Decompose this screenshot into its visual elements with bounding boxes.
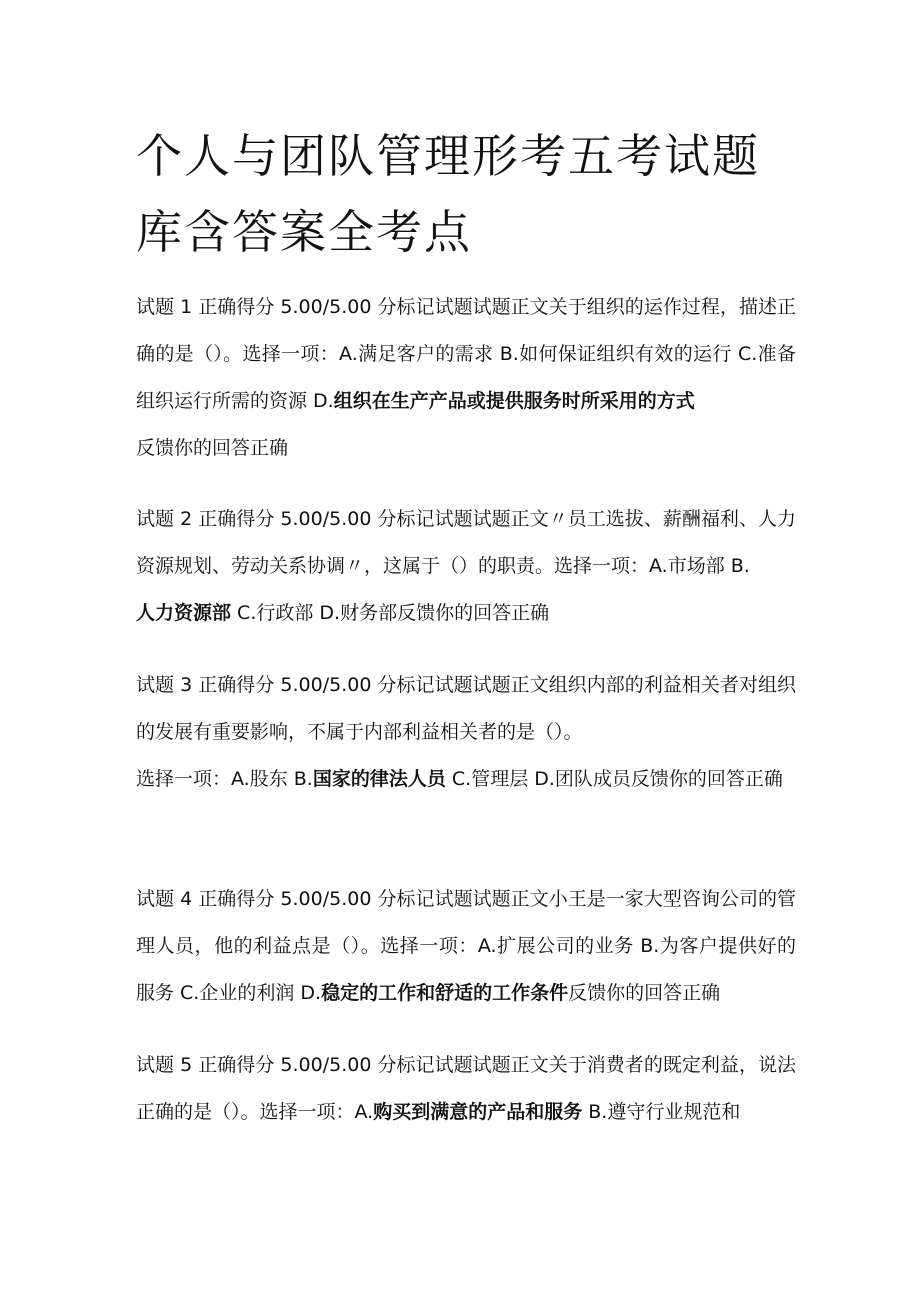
question-1-feedback: 反馈你的回答正确 xyxy=(136,437,289,459)
question-5-continuation: B.遵守行业规范和 xyxy=(582,1101,741,1123)
question-3-text: 试题 3 正确得分 5.00/5.00 分标记试题试题正文组织内部的利益相关者对组织的发展有重要影响，不属于内部利益相关者的是（）。 xyxy=(136,674,796,743)
question-3-answer: 国家的律法人员 xyxy=(312,768,446,790)
question-2 xyxy=(136,496,796,637)
question-3 xyxy=(136,662,796,803)
question-3-feedback: C.管理层 D.团队成员反馈你的回答正确 xyxy=(445,768,783,790)
question-4-text: 试题 4 正确得分 5.00/5.00 分标记试题试题正文小王是一家大型咨询公司的管理人员，他的利益点是（）。选择一项：A.扩展公司的业务 B.为客户提供好的服务 C.企业的利润 D. xyxy=(136,888,796,1004)
question-1-answer: 组织在生产产品或提供服务时所采用的方式 xyxy=(333,390,695,412)
question-2-answer: 人力资源部 xyxy=(136,602,232,624)
question-5-answer: 购买到满意的产品和服务 xyxy=(373,1101,583,1123)
question-4-answer: 稳定的工作和舒适的工作条件 xyxy=(321,982,569,1004)
question-2-feedback: C.行政部 D.财务部反馈你的回答正确 xyxy=(231,602,550,624)
question-4-feedback: 反馈你的回答正确 xyxy=(568,982,721,1004)
question-2-text: 试题 2 正确得分 5.00/5.00 分标记试题试题正文〃员工选拔、薪酬福利、人力资源规划、劳动关系协调〃，这属于（）的职责。选择一项：A.市场部 B. xyxy=(136,508,796,577)
document-title: 个人与团队管理形考五考试题库含答案全考点 xyxy=(136,129,760,259)
question-1-text: 试题 1 正确得分 5.00/5.00 分标记试题试题正文关于组织的运作过程，描述正确的是（）。选择一项：A.满足客户的需求 B.如何保证组织有效的运行 C.准备组织运行所需的资源 D. xyxy=(136,296,796,412)
question-5 xyxy=(136,1042,796,1136)
question-1 xyxy=(136,284,796,472)
question-5-text: 试题 5 正确得分 5.00/5.00 分标记试题试题正文关于消费者的既定利益，说法正确的是（）。选择一项：A. xyxy=(136,1054,796,1123)
question-3-options: 选择一项：A.股东 B. xyxy=(136,768,313,790)
question-4 xyxy=(136,876,796,1017)
